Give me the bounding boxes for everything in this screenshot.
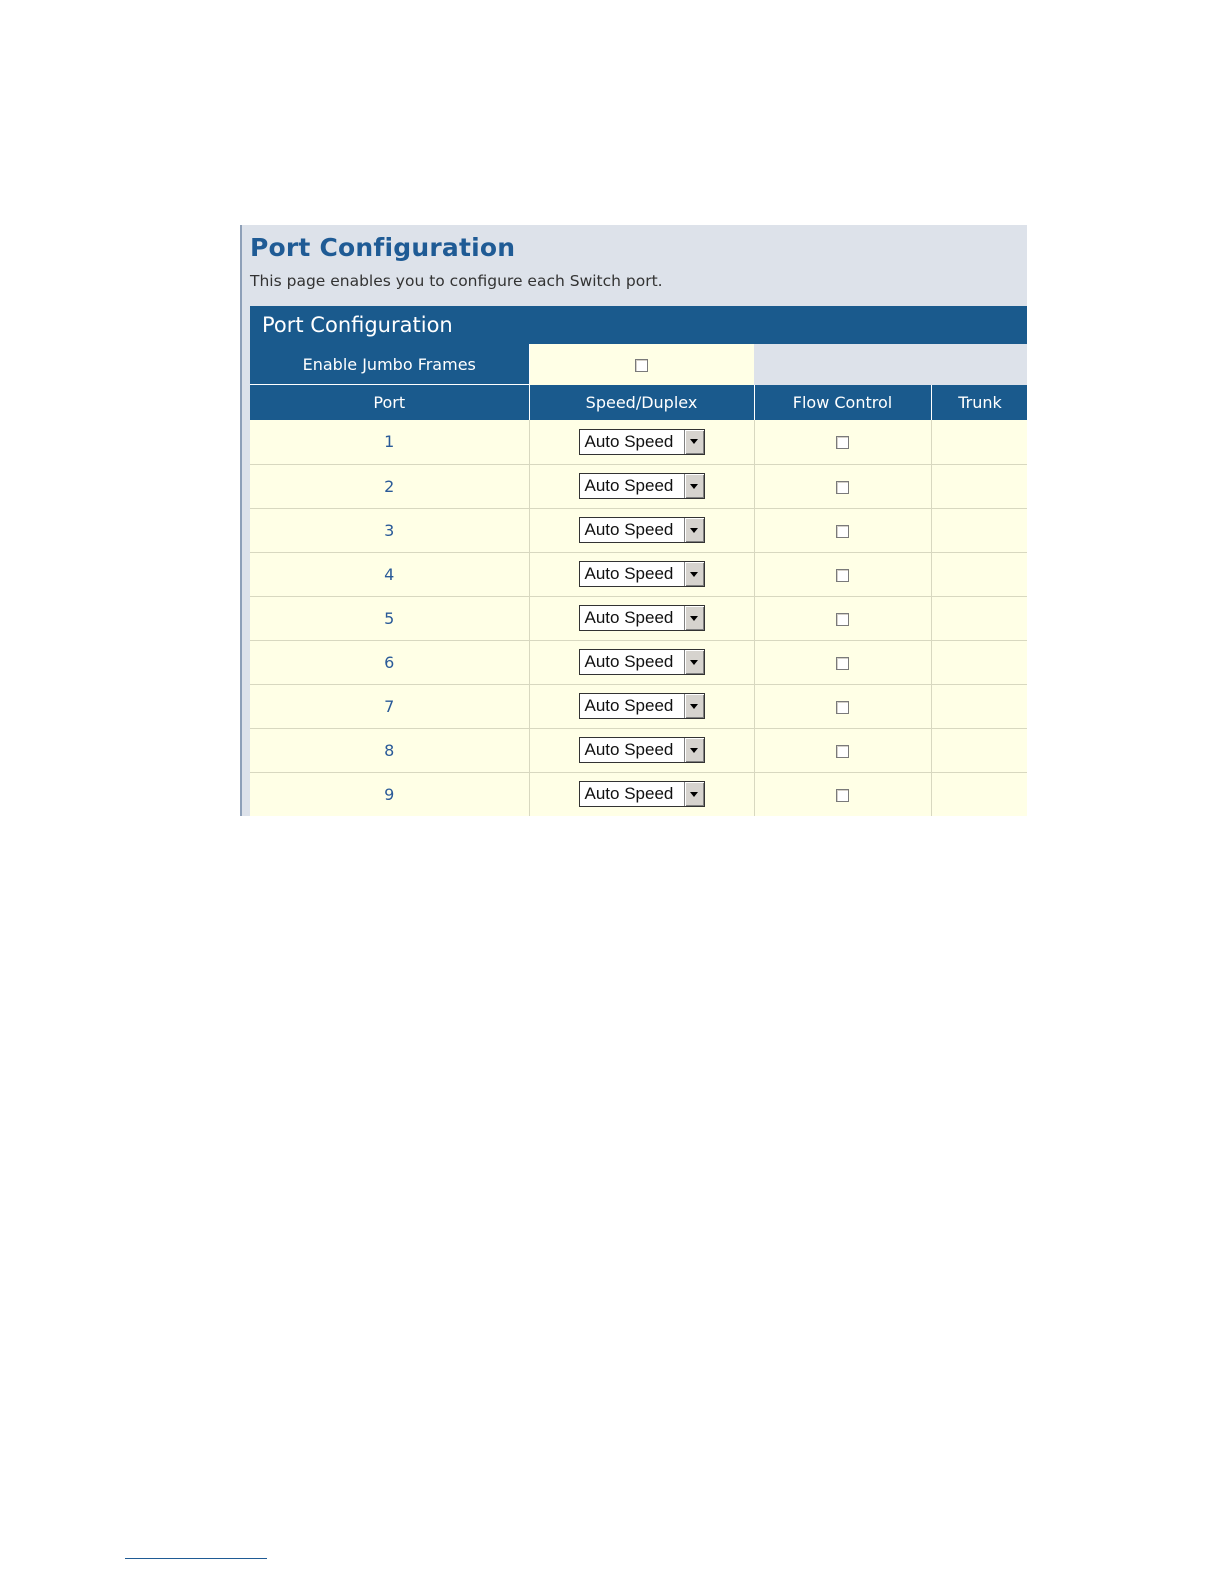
footnote-separator [125, 1558, 267, 1559]
flow-control-cell [754, 596, 931, 640]
speed-duplex-cell [529, 684, 754, 728]
speed-duplex-cell [529, 552, 754, 596]
speed-duplex-cell [529, 596, 754, 640]
flow-control-checkbox[interactable] [836, 436, 849, 449]
chevron-down-icon [690, 792, 698, 797]
speed-duplex-value: Auto Speed [584, 652, 674, 671]
chevron-down-icon [690, 484, 698, 489]
chevron-down-icon [690, 572, 698, 577]
chevron-down-icon [690, 660, 698, 665]
speed-duplex-select[interactable] [579, 781, 705, 807]
dropdown-button[interactable] [684, 650, 704, 674]
flow-control-checkbox[interactable] [836, 745, 849, 758]
table-row [250, 772, 1027, 816]
port-number: 1 [250, 420, 529, 464]
speed-duplex-select[interactable] [579, 737, 705, 763]
trunk-cell [931, 684, 1027, 728]
port-number: 2 [250, 464, 529, 508]
flow-control-checkbox[interactable] [836, 789, 849, 802]
speed-duplex-value: Auto Speed [584, 608, 674, 627]
speed-duplex-value: Auto Speed [584, 740, 674, 759]
speed-duplex-value: Auto Speed [584, 696, 674, 715]
table-row [250, 728, 1027, 772]
speed-duplex-cell [529, 728, 754, 772]
port-configuration-screenshot [240, 225, 1027, 816]
port-number: 8 [250, 728, 529, 772]
flow-control-checkbox[interactable] [836, 701, 849, 714]
flow-control-checkbox[interactable] [836, 657, 849, 670]
col-header-port: Port [250, 385, 529, 421]
flow-control-checkbox[interactable] [836, 569, 849, 582]
table-row [250, 464, 1027, 508]
jumbo-row-filler [754, 344, 1027, 385]
table-row [250, 552, 1027, 596]
flow-control-cell [754, 420, 931, 464]
port-number: 7 [250, 684, 529, 728]
port-number: 4 [250, 552, 529, 596]
trunk-cell [931, 772, 1027, 816]
table-row [250, 596, 1027, 640]
port-number: 3 [250, 508, 529, 552]
trunk-cell [931, 596, 1027, 640]
speed-duplex-value: Auto Speed [584, 476, 674, 495]
speed-duplex-cell [529, 420, 754, 464]
chevron-down-icon [690, 528, 698, 533]
table-row [250, 508, 1027, 552]
speed-duplex-select[interactable] [579, 517, 705, 543]
col-header-flow-control: Flow Control [754, 385, 931, 421]
col-header-speed-duplex: Speed/Duplex [529, 385, 754, 421]
flow-control-checkbox[interactable] [836, 613, 849, 626]
page-description: This page enables you to configure each Switch port. [250, 272, 663, 290]
flow-control-cell [754, 772, 931, 816]
trunk-cell [931, 464, 1027, 508]
flow-control-cell [754, 464, 931, 508]
port-config-table [250, 344, 1027, 816]
dropdown-button[interactable] [684, 738, 704, 762]
speed-duplex-select[interactable] [579, 649, 705, 675]
column-header-row [250, 385, 1027, 421]
jumbo-frames-row [250, 344, 1027, 385]
col-header-trunk: Trunk [931, 385, 1027, 421]
dropdown-button[interactable] [684, 562, 704, 586]
port-number: 6 [250, 640, 529, 684]
dropdown-button[interactable] [684, 782, 704, 806]
speed-duplex-value: Auto Speed [584, 784, 674, 803]
speed-duplex-cell [529, 640, 754, 684]
trunk-cell [931, 508, 1027, 552]
speed-duplex-select[interactable] [579, 561, 705, 587]
speed-duplex-cell [529, 772, 754, 816]
flow-control-cell [754, 728, 931, 772]
trunk-cell [931, 640, 1027, 684]
speed-duplex-value: Auto Speed [584, 431, 674, 451]
trunk-cell [931, 728, 1027, 772]
dropdown-button[interactable] [684, 606, 704, 630]
dropdown-button[interactable] [684, 518, 704, 542]
flow-control-cell [754, 552, 931, 596]
flow-control-cell [754, 684, 931, 728]
speed-duplex-cell [529, 464, 754, 508]
table-row [250, 684, 1027, 728]
flow-control-checkbox[interactable] [836, 525, 849, 538]
panel-title: Port Configuration [250, 306, 1027, 344]
speed-duplex-value: Auto Speed [584, 564, 674, 583]
jumbo-frames-label: Enable Jumbo Frames [250, 344, 529, 385]
port-number: 5 [250, 596, 529, 640]
chevron-down-icon [690, 704, 698, 709]
port-config-panel [250, 306, 1027, 816]
port-number: 9 [250, 772, 529, 816]
flow-control-cell [754, 640, 931, 684]
flow-control-cell [754, 508, 931, 552]
page-title: Port Configuration [250, 233, 516, 262]
trunk-cell [931, 420, 1027, 464]
speed-duplex-select[interactable] [579, 473, 705, 499]
chevron-down-icon [690, 748, 698, 753]
trunk-cell [931, 552, 1027, 596]
chevron-down-icon [690, 439, 698, 444]
dropdown-button[interactable] [684, 694, 704, 718]
speed-duplex-select[interactable] [579, 429, 705, 455]
speed-duplex-cell [529, 508, 754, 552]
speed-duplex-select[interactable] [579, 693, 705, 719]
dropdown-button[interactable] [684, 430, 704, 454]
jumbo-frames-checkbox[interactable] [635, 359, 648, 372]
table-row [250, 420, 1027, 464]
speed-duplex-select[interactable] [579, 605, 705, 631]
flow-control-checkbox[interactable] [836, 481, 849, 494]
dropdown-button[interactable] [684, 474, 704, 498]
table-row [250, 640, 1027, 684]
speed-duplex-value: Auto Speed [584, 520, 674, 539]
jumbo-frames-cell [529, 344, 754, 385]
chevron-down-icon [690, 616, 698, 621]
